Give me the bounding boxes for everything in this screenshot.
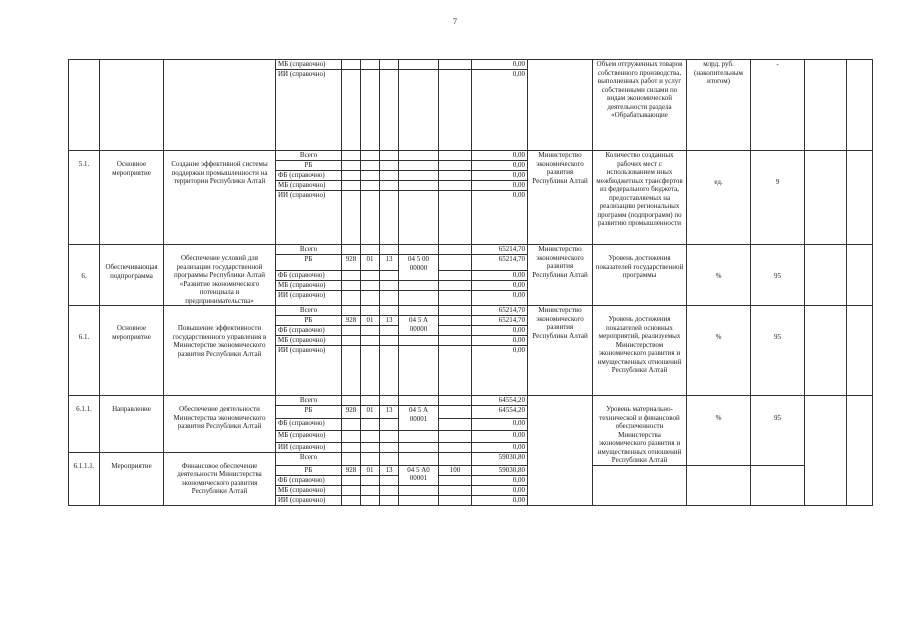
cell-value: 9 (751, 151, 805, 245)
cell-num: 6.1.1. (69, 396, 100, 453)
cell-source: Всего (276, 245, 342, 255)
cell-pr: 13 (380, 316, 399, 326)
cell-executor: Министерство экономического развития Республики Алтай (528, 245, 593, 306)
cell-csr: 04 5 00 00000 (399, 255, 439, 281)
cell-source: ИИ (справочно) (276, 346, 342, 396)
cell-executor: Министерство экономического развития Республики Алтай (528, 306, 593, 396)
cell-amount: 65214,70 (472, 245, 528, 255)
cell-source: ИИ (справочно) (276, 291, 342, 306)
cell-amount: 0,00 (472, 291, 528, 306)
cell-source: ФБ (справочно) (276, 171, 342, 181)
cell-type: Обеспечивающая подпрограмма (100, 245, 164, 306)
cell-source: РБ (276, 316, 342, 326)
cell-name: Обеспечение условий для реализации государственной программы Республики Алтай «Развитие экономического потенциала и предпринимательства» (164, 245, 276, 306)
cell-unit: ед. (687, 151, 751, 245)
cell-rz: 01 (361, 255, 380, 271)
cell-name: Финансовое обеспечение деятельности Министерства экономического развития Республики Алтай (164, 452, 276, 505)
cell-source: ФБ (справочно) (276, 475, 342, 485)
cell-name (164, 60, 276, 151)
cell-type: Направление (100, 396, 164, 453)
cell-name: Обеспечение деятельности Министерства экономического развития Республики Алтай (164, 396, 276, 453)
cell-indicator: Уровень достижения показателей основных мероприятий, реализуемых Министерством экономического развития и имущественных отношений Республики Алтай (593, 306, 687, 396)
cell-amount: 64554,20 (472, 406, 528, 419)
table-row (69, 396, 873, 406)
cell-source: Всего (276, 151, 342, 161)
cell-csr: 04 5 А 00001 (399, 406, 439, 431)
cell-grbs: 928 (342, 316, 361, 326)
cell-name: Повышение эффективности государственного управления в Министерстве экономического развития Республики Алтай (164, 306, 276, 396)
cell-amount: 0,00 (472, 418, 528, 430)
cell-source: МБ (справочно) (276, 336, 342, 346)
cell-source: МБ (справочно) (276, 60, 342, 70)
cell-source: ИИ (справочно) (276, 442, 342, 452)
cell-csr: 04 5 А 00000 (399, 316, 439, 336)
cell-amount: 65214,70 (472, 316, 528, 326)
cell-amount: 0,00 (472, 485, 528, 495)
cell-amount: 0,00 (472, 430, 528, 442)
table-row (69, 151, 873, 161)
cell-source: ФБ (справочно) (276, 418, 342, 430)
cell-unit: % (687, 396, 751, 466)
cell-source: Всего (276, 396, 342, 406)
cell-amount: 0,00 (472, 281, 528, 291)
cell-amount: 0,00 (472, 151, 528, 161)
cell-amount: 64554,20 (472, 396, 528, 406)
cell-pr: 13 (380, 255, 399, 271)
cell-source: ИИ (справочно) (276, 191, 342, 245)
cell-source: РБ (276, 465, 342, 475)
table-row (69, 60, 873, 70)
cell-rz: 01 (361, 406, 380, 419)
cell-amount: 65214,70 (472, 255, 528, 271)
cell-source: ФБ (справочно) (276, 271, 342, 281)
cell-amount: 0,00 (472, 495, 528, 505)
cell-indicator: Количество созданных рабочих мест с использованием иных межбюджетных трансфертов из федерального бюджета, предоставляемых на реализацию региональных программ (подпрограмм) по развитию промышленности (593, 151, 687, 245)
cell-amount: 0,00 (472, 161, 528, 171)
page-number: 7 (453, 17, 457, 26)
cell-pr: 13 (380, 465, 399, 475)
cell-type: Основное мероприятие (100, 306, 164, 396)
cell-vr: 100 (439, 465, 472, 475)
cell-source: Всего (276, 452, 342, 465)
cell-amount: 0,00 (472, 70, 528, 151)
cell-amount: 65214,70 (472, 306, 528, 316)
cell-num: 6. (69, 245, 100, 306)
cell-amount: 0,00 (472, 271, 528, 281)
cell-source: ИИ (справочно) (276, 70, 342, 151)
cell-csr: 04 5 А0 00001 (399, 465, 439, 485)
cell-type: Мероприятие (100, 452, 164, 505)
cell-type: Основное мероприятие (100, 151, 164, 245)
cell-amount: 0,00 (472, 60, 528, 70)
cell-grbs: 928 (342, 465, 361, 475)
cell-source: РБ (276, 406, 342, 419)
cell-value: - (751, 60, 805, 151)
cell-amount: 0,00 (472, 181, 528, 191)
cell-executor: Министерство экономического развития Республики Алтай (528, 151, 593, 245)
cell-rz: 01 (361, 465, 380, 475)
cell-pr: 13 (380, 406, 399, 419)
cell-indicator: Уровень достижения показателей государственной программы (593, 245, 687, 306)
cell-amount: 0,00 (472, 326, 528, 336)
cell-name: Создание эффективной системы поддержки промышленности на территории Республики Алтай (164, 151, 276, 245)
table-row (69, 245, 873, 255)
cell-amount: 0,00 (472, 442, 528, 452)
cell-amount: 0,00 (472, 475, 528, 485)
cell-value: 95 (751, 396, 805, 466)
cell-unit: млрд. руб. (накопительным итогом) (687, 60, 751, 151)
cell-amount: 59030,80 (472, 465, 528, 475)
cell-amount: 0,00 (472, 346, 528, 396)
cell-executor (528, 396, 593, 506)
cell-source: МБ (справочно) (276, 485, 342, 495)
cell-amount: 0,00 (472, 171, 528, 181)
cell-num: 6.1. (69, 306, 100, 396)
cell-indicator: Объем отгруженных товаров собственного производства, выполненных работ и услуг собственными силами по видам экономической деятельности раздела «Обрабатывающие (593, 60, 687, 151)
cell-amount: 59030,80 (472, 452, 528, 465)
cell-type (100, 60, 164, 151)
cell-unit: % (687, 306, 751, 396)
cell-source: РБ (276, 255, 342, 271)
cell-amount: 0,00 (472, 336, 528, 346)
cell-source: Всего (276, 306, 342, 316)
cell-source: МБ (справочно) (276, 181, 342, 191)
cell-source: ИИ (справочно) (276, 495, 342, 505)
cell-value: 95 (751, 245, 805, 306)
cell-amount: 0,00 (472, 191, 528, 245)
cell-grbs: 928 (342, 406, 361, 419)
cell-unit: % (687, 245, 751, 306)
cell-source: РБ (276, 161, 342, 171)
cell-num: 5.1. (69, 151, 100, 245)
cell-num (69, 60, 100, 151)
cell-source: МБ (справочно) (276, 281, 342, 291)
cell-executor (528, 60, 593, 151)
cell-indicator: Уровень материально-технической и финансовой обеспеченности Министерства экономического развития и имущественных отношений Республики Алтай (593, 396, 687, 466)
cell-value: 95 (751, 306, 805, 396)
program-table (68, 59, 873, 506)
cell-source: МБ (справочно) (276, 430, 342, 442)
cell-source: ФБ (справочно) (276, 326, 342, 336)
table-row (69, 306, 873, 316)
cell-rz: 01 (361, 316, 380, 326)
cell-num: 6.1.1.1. (69, 452, 100, 505)
cell-grbs: 928 (342, 255, 361, 271)
